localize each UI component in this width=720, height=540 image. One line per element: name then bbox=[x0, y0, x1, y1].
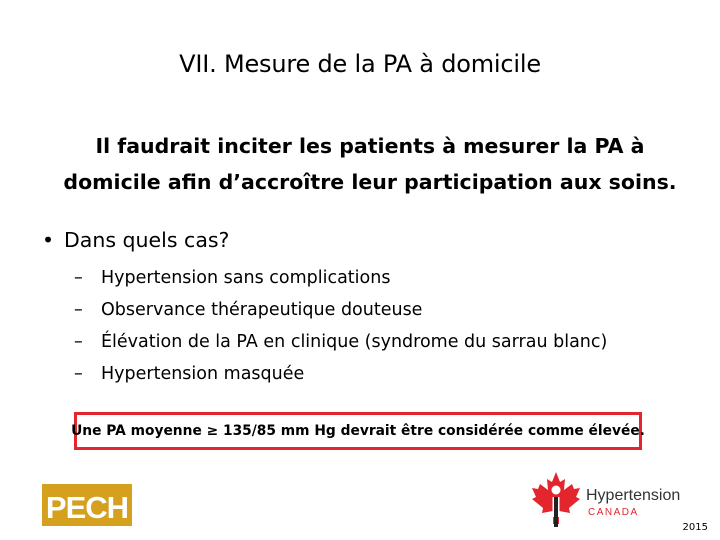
dash-marker: – bbox=[74, 268, 83, 288]
subtitle-line-1: Il faudrait inciter les patients à mesurer la PA à bbox=[95, 134, 645, 158]
sub-bullet-list bbox=[74, 262, 607, 390]
pech-logo bbox=[42, 484, 132, 526]
hypertension-canada-logo bbox=[532, 468, 700, 528]
bullet-text: Dans quels cas? bbox=[64, 228, 230, 252]
list-item bbox=[74, 262, 607, 294]
person-head-icon bbox=[552, 486, 561, 495]
callout-box bbox=[71, 412, 645, 450]
list-item bbox=[74, 326, 607, 358]
list-item-text: Hypertension sans complications bbox=[101, 268, 391, 288]
canada-text: CANADA bbox=[588, 507, 639, 518]
callout-text: Une PA moyenne ≥ 135/85 mm Hg devrait être considérée comme élevée. bbox=[71, 423, 645, 439]
dash-marker: – bbox=[74, 364, 83, 384]
list-item-text: Élévation de la PA en clinique (syndrome du sarrau blanc) bbox=[101, 332, 608, 352]
slide-year: 2015 bbox=[682, 522, 708, 533]
list-item-text: Observance thérapeutique douteuse bbox=[101, 300, 423, 320]
list-item-text: Hypertension masquée bbox=[101, 364, 305, 384]
bullet-item bbox=[42, 228, 229, 252]
subtitle-line-2: domicile afin d’accroître leur participation aux soins. bbox=[63, 170, 677, 194]
slide-subtitle bbox=[40, 128, 700, 200]
list-item bbox=[74, 294, 607, 326]
pech-logo-text: PECH bbox=[45, 490, 129, 525]
list-item bbox=[74, 358, 607, 390]
hypertension-text: Hypertension bbox=[586, 487, 681, 504]
dash-marker: – bbox=[74, 300, 83, 320]
slide-title: VII. Mesure de la PA à domicile bbox=[179, 50, 541, 78]
person-stem-icon bbox=[554, 497, 558, 527]
dash-marker: – bbox=[74, 332, 83, 352]
bullet-marker: • bbox=[42, 228, 55, 252]
